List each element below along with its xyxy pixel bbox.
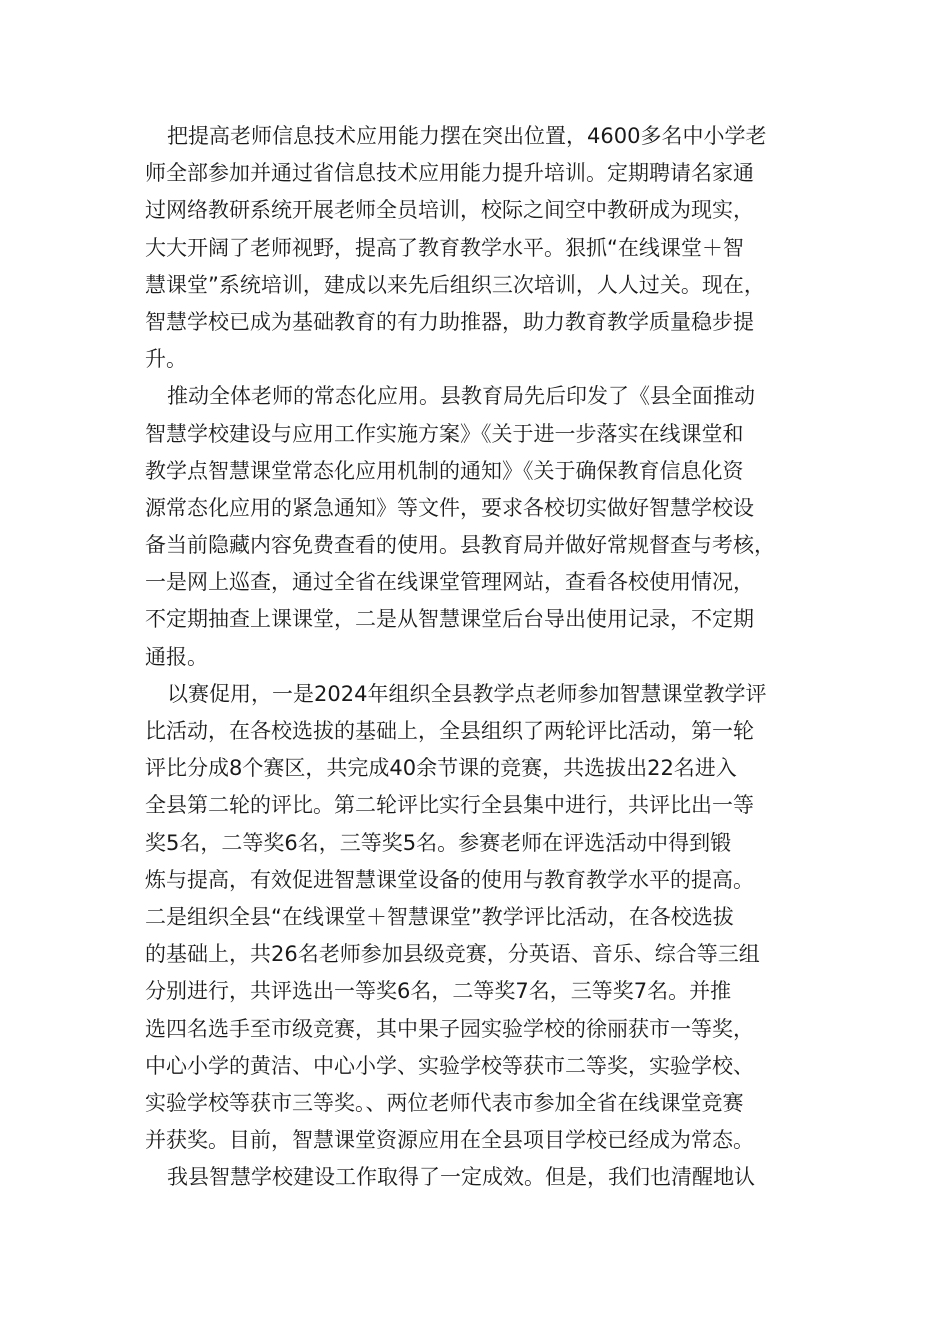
text-line: 中心小学的黄洁、中心小学、实验学校等获市二等奖，实验学校、 (145, 1053, 754, 1078)
text-line: 备当前隐藏内容免费查看的使用。县教育局并做好常规督查与考核， (145, 533, 775, 558)
text-line: 不定期抽查上课课堂，二是从智慧课堂后台导出使用记录，不定期 (145, 607, 754, 632)
text-line: 选四名选手至市级竞赛，其中果子园实验学校的徐丽获市一等奖， (145, 1016, 754, 1041)
text-line: 把提高老师信息技术应用能力摆在突出位置，4600多名中小学老 (167, 124, 767, 148)
text-line: 并获奖。目前，智慧课堂资源应用在全县项目学校已经成为常态。 (145, 1128, 754, 1153)
text-line: 实验学校等获市三等奖。、两位老师代表市参加全省在线课堂竞赛 (145, 1090, 744, 1115)
text-line: 师全部参加并通过省信息技术应用能力提升培训。定期聘请名家通 (145, 161, 754, 186)
text-line: 比活动，在各校选拔的基础上，全县组织了两轮评比活动，第一轮 (145, 719, 754, 743)
text-line: 教学点智慧课堂常态化应用机制的通知》《关于确保教育信息化资 (145, 458, 744, 483)
text-line: 二是组织全县“在线课堂＋智慧课堂”教学评比活动，在各校选拔 (145, 904, 734, 929)
text-line: 以赛促用，一是2024年组织全县教学点老师参加智慧课堂教学评 (167, 681, 767, 706)
text-line: 评比分成8个赛区，共完成40余节课的竞赛，共选拔出22名进入 (145, 756, 737, 781)
body-text (145, 118, 825, 1196)
text-line: 全县第二轮的评比。第二轮评比实行全县集中进行，共评比出一等 (145, 793, 754, 818)
text-line: 智慧学校建设与应用工作实施方案》《关于进一步落实在线课堂和 (145, 421, 744, 446)
text-line: 大大开阔了老师视野，提高了教育教学水平。狠抓“在线课堂＋智 (145, 235, 744, 260)
text-line: 升。 (145, 347, 187, 372)
text-line: 慧课堂”系统培训，建成以来先后组织三次培训，人人过关。现在， (145, 272, 765, 297)
text-line: 推动全体老师的常态化应用。县教育局先后印发了《县全面推动 (167, 384, 755, 409)
text-line: 的基础上，共26名老师参加县级竞赛，分英语、音乐、综合等三组 (145, 942, 760, 967)
text-line: 智慧学校已成为基础教育的有力助推器，助力教育教学质量稳步提 (145, 309, 754, 334)
text-line: 炼与提高，有效促进智慧课堂设备的使用与教育教学水平的提高。 (145, 867, 754, 892)
text-line: 我县智慧学校建设工作取得了一定成效。但是，我们也清醒地认 (167, 1165, 755, 1190)
text-line: 源常态化应用的紧急通知》等文件，要求各校切实做好智慧学校设 (145, 495, 754, 520)
text-line: 一是网上巡查，通过全省在线课堂管理网站，查看各校使用情况， (145, 570, 754, 595)
text-line: 奖5名，二等奖6名，三等奖5名。参赛老师在评选活动中得到锻 (145, 830, 732, 855)
text-line: 过网络教研系统开展老师全员培训，校际之间空中教研成为现实， (145, 198, 754, 223)
text-line: 通报。 (145, 644, 208, 669)
text-line: 分别进行，共评选出一等奖6名，二等奖7名，三等奖7名。并推 (145, 979, 732, 1004)
